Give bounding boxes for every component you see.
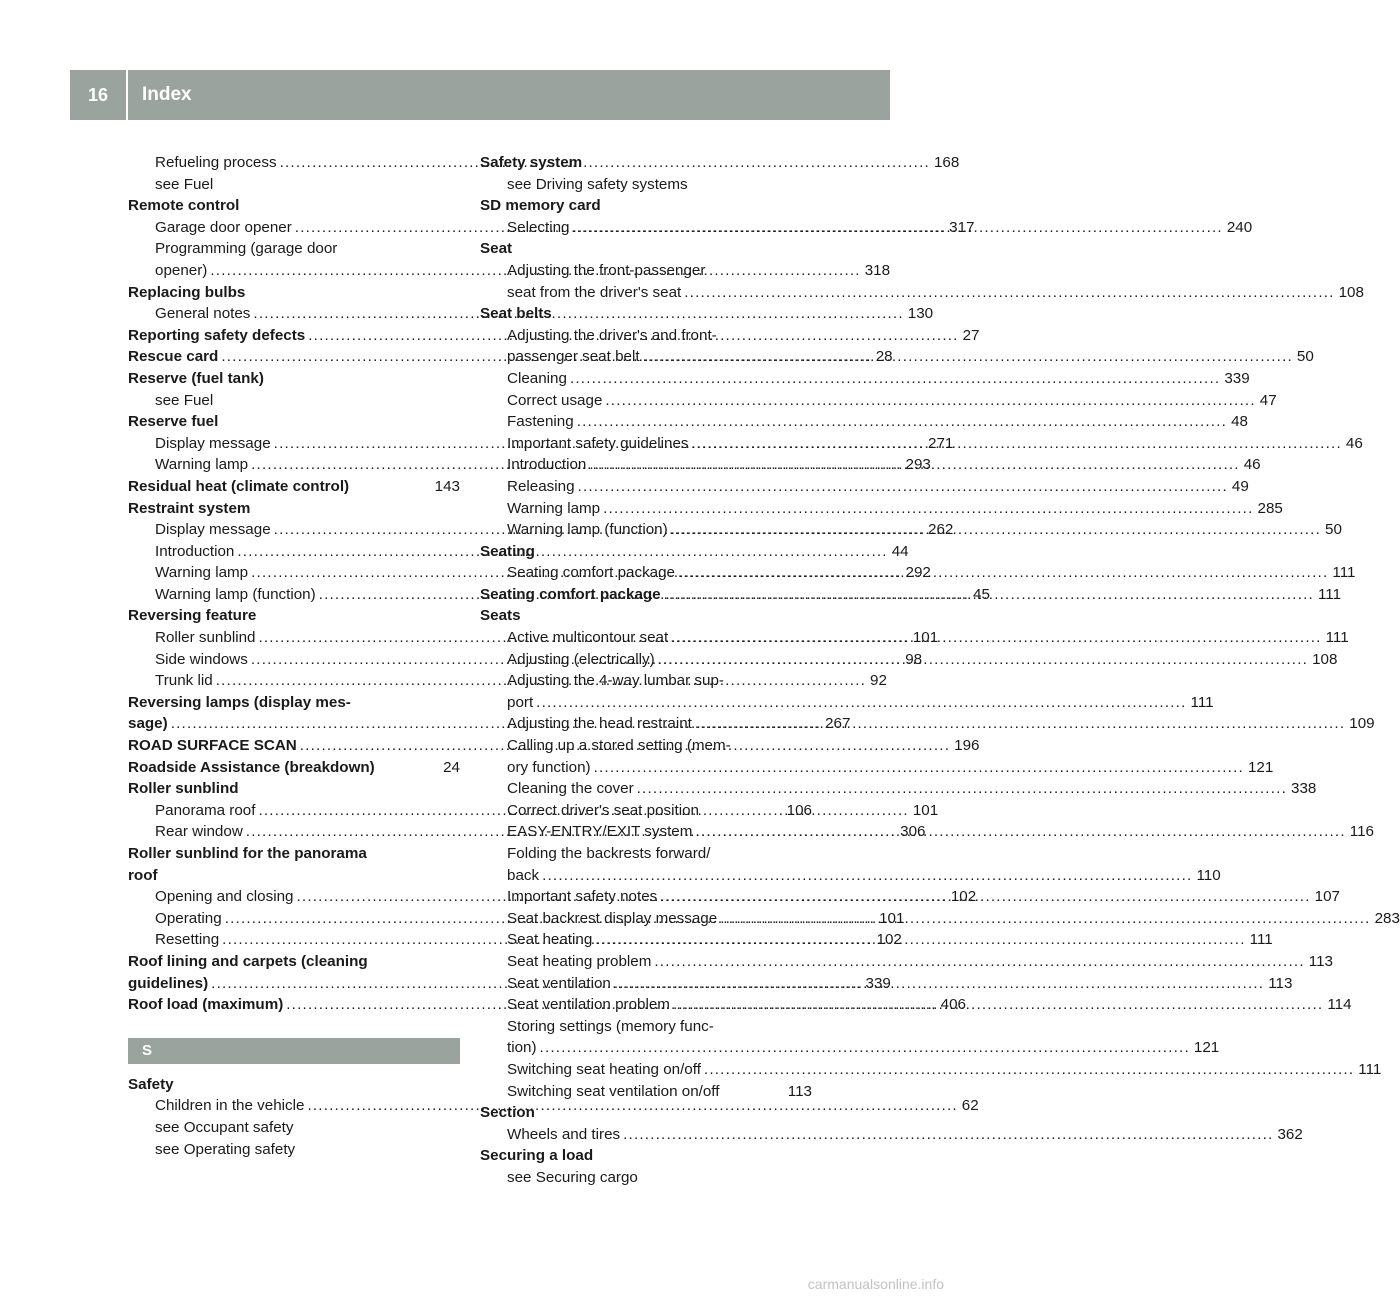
entry-text: Adjusting the driver's and front- (507, 326, 717, 344)
page-reference[interactable]: 113 (1268, 974, 1293, 992)
index-entry-heading[interactable] (128, 757, 460, 779)
entry-text: SD memory card (480, 197, 601, 215)
entry-text: Refueling process (155, 154, 277, 171)
entry-text: Reporting safety defects (128, 326, 306, 344)
entry-text: Switching seat ventilation on/off (507, 1082, 720, 1100)
leader-dots (620, 1124, 1277, 1146)
entry-text: Warning lamp (155, 456, 249, 474)
entry-text: Selecting (507, 218, 570, 236)
index-entry[interactable] (480, 368, 1250, 390)
entry-text: Seats (480, 607, 521, 625)
page-reference[interactable]: 293 (905, 456, 931, 474)
index-entry (128, 390, 460, 412)
entry-text: Residual heat (climate control) (128, 477, 350, 495)
leader-dots (574, 411, 1231, 433)
index-entry (480, 1167, 812, 1189)
entry-text: Active multicontour seat (507, 629, 669, 647)
entry-text: sage) (128, 715, 168, 733)
entry-text: Calling up a stored setting (mem- (507, 737, 731, 755)
leader-dots (701, 1059, 1358, 1081)
entry-text: Seat (480, 240, 513, 258)
leader-dots (692, 713, 1349, 735)
page-reference[interactable]: 196 (954, 737, 980, 755)
entry-text: Folding the backrests forward/ (507, 845, 711, 862)
index-entry-heading (480, 152, 812, 174)
index-entry[interactable] (480, 951, 1333, 973)
page-reference[interactable]: 106 (786, 801, 812, 819)
index-entry[interactable] (480, 411, 1248, 433)
page-reference[interactable]: 50 (1325, 521, 1342, 539)
entry-text: Seating comfort package (480, 585, 661, 603)
page-reference[interactable]: 44 (891, 542, 909, 560)
entry-text: Reversing lamps (display mes- (128, 693, 351, 711)
entry-text: Children in the vehicle (155, 1097, 305, 1115)
entry-text: Introduction (507, 456, 587, 474)
leader-dots (661, 584, 1318, 606)
leader-dots (634, 778, 1291, 800)
entry-text: passenger seat belt (507, 348, 640, 366)
entry-text: Wheels and tires (507, 1125, 621, 1143)
entry-text: Adjusting the head restraint (507, 715, 692, 733)
page-reference[interactable]: 47 (1259, 391, 1277, 409)
page-reference[interactable]: 116 (1349, 823, 1374, 841)
entry-text: Releasing (507, 477, 575, 495)
page-reference[interactable]: 98 (905, 650, 923, 668)
entry-text: see Fuel (155, 391, 214, 409)
page-reference[interactable]: 362 (1277, 1125, 1303, 1143)
entry-text: General notes (155, 305, 251, 323)
entry-text: Opening and closing (155, 888, 294, 906)
index-entry-heading (480, 605, 812, 627)
page-reference[interactable]: 143 (434, 477, 460, 495)
page-reference[interactable]: 45 (973, 585, 990, 603)
index-entry[interactable] (480, 778, 1317, 800)
entry-text: Warning lamp (function) (507, 521, 668, 539)
page-reference[interactable]: 28 (875, 348, 893, 366)
page-reference[interactable]: 110 (1196, 866, 1221, 884)
page-reference[interactable]: 109 (1349, 715, 1375, 733)
entry-text: Seating comfort package (507, 564, 676, 582)
leader-dots (655, 649, 1312, 671)
entry-text: back (507, 866, 540, 884)
page-reference[interactable]: 102 (876, 931, 902, 949)
page-reference[interactable]: 262 (928, 521, 954, 539)
entry-text: Seat backrest display message (507, 909, 718, 927)
entry-text: see Operating safety (155, 1140, 296, 1158)
page-reference[interactable]: 285 (1257, 499, 1283, 517)
entry-text: see Securing cargo (507, 1168, 638, 1186)
page-reference[interactable]: 111 (1358, 1060, 1382, 1078)
index-entry-heading (128, 692, 460, 714)
index-entry[interactable] (480, 498, 1283, 520)
entry-text: see Fuel (155, 175, 214, 193)
index-entry[interactable] (480, 476, 1249, 498)
page-reference[interactable]: 46 (1345, 434, 1363, 452)
page-reference[interactable]: 317 (949, 218, 975, 236)
leader-dots (537, 1037, 1194, 1059)
entry-text: Seat heating (507, 931, 593, 949)
page-reference[interactable]: 92 (870, 672, 887, 690)
page-reference[interactable]: 101 (912, 801, 939, 819)
index-entry[interactable] (480, 800, 812, 822)
entry-text: guidelines) (128, 974, 209, 992)
leader-dots (602, 390, 1259, 412)
page-reference[interactable]: 101 (879, 909, 905, 927)
entry-text: Reversing feature (128, 607, 257, 625)
watermark: carmanualsonline.info (807, 1276, 944, 1292)
page-reference[interactable]: 339 (865, 974, 891, 992)
page-reference[interactable]: 111 (1317, 585, 1342, 603)
index-entry (480, 174, 812, 196)
page-reference[interactable]: 27 (962, 326, 980, 344)
entry-text: Roof load (maximum) (128, 996, 284, 1014)
index-entry-heading (128, 411, 460, 433)
page-reference[interactable]: 49 (1231, 477, 1249, 495)
index-entry (480, 325, 812, 347)
page-reference[interactable]: 114 (1327, 996, 1352, 1014)
entry-text: opener) (155, 261, 208, 279)
entry-text: Adjusting (electrically) (507, 650, 655, 668)
index-entry[interactable] (480, 1124, 1303, 1146)
index-entry-heading (480, 1145, 812, 1167)
leader-dots (600, 498, 1257, 520)
page-header (70, 70, 890, 120)
entry-text: Adjusting the front-passenger (507, 261, 706, 279)
entry-text: Roadside Assistance (breakdown) (128, 758, 375, 776)
entry-text: Resetting (155, 931, 220, 949)
index-entry (480, 1016, 812, 1038)
entry-text: Replacing bulbs (128, 283, 246, 301)
entry-text: Warning lamp (507, 499, 601, 517)
leader-dots (670, 994, 1327, 1016)
page-reference[interactable]: 108 (1312, 650, 1338, 668)
page-reference[interactable]: 271 (928, 434, 954, 452)
entry-text: Correct driver's seat position (507, 801, 699, 819)
index-entry-heading (128, 843, 460, 865)
entry-text: Seat ventilation (507, 974, 611, 992)
page-reference[interactable]: 111 (1332, 564, 1356, 582)
index-entry[interactable] (480, 865, 1221, 887)
page-reference[interactable]: 62 (961, 1097, 979, 1115)
page-reference[interactable]: 406 (940, 996, 966, 1014)
entry-text: Securing a load (480, 1147, 594, 1165)
leader-dots (681, 282, 1338, 304)
entry-text: Roof lining and carpets (cleaning (128, 952, 368, 970)
entry-text: Restraint system (128, 499, 251, 517)
page-reference[interactable]: 46 (1243, 456, 1261, 474)
entry-text: Introduction (155, 542, 235, 560)
entry-text: Cleaning (507, 369, 567, 387)
page-reference[interactable]: 108 (1338, 283, 1364, 301)
entry-text: ory function) (507, 758, 591, 776)
entry-text: Trunk lid (155, 672, 213, 690)
index-entry[interactable] (480, 692, 1214, 714)
entry-text: Side windows (155, 650, 248, 668)
page-reference[interactable]: 168 (933, 154, 960, 171)
page-reference[interactable]: 113 (1308, 952, 1333, 970)
index-entry[interactable] (480, 1037, 1220, 1059)
page-reference[interactable]: 339 (1224, 369, 1250, 387)
page-reference[interactable]: 130 (907, 305, 934, 323)
entry-text: Display message (155, 521, 271, 539)
entry-text: Important safety guidelines (507, 434, 689, 452)
index-entry[interactable] (480, 282, 1364, 304)
section-letter-bar (128, 1038, 460, 1064)
page-reference[interactable]: 121 (1193, 1039, 1220, 1057)
index-entry[interactable] (480, 1059, 1382, 1081)
page-reference[interactable]: 283 (1374, 909, 1400, 927)
entry-text: Fastening (507, 413, 574, 431)
leader-dots (586, 454, 1243, 476)
index-entry (128, 1117, 460, 1139)
entry-text: Rear window (155, 823, 243, 841)
index-entry (128, 238, 460, 260)
leader-dots (591, 757, 1248, 779)
index-entry-heading (480, 303, 812, 325)
entry-text: see Occupant safety (155, 1118, 294, 1136)
entry-text: Seating (480, 542, 535, 560)
entry-text: roof (128, 866, 158, 884)
index-entry (480, 260, 812, 282)
leader-dots (692, 821, 1349, 843)
index-entry-heading (128, 605, 460, 627)
entry-text: Programming (garage door (155, 240, 338, 258)
leader-dots (675, 562, 1332, 584)
leader-dots (689, 433, 1346, 455)
leader-dots (640, 346, 1297, 368)
entry-text: Warning lamp (155, 564, 249, 582)
leader-dots (668, 627, 1325, 649)
entry-text: Storing settings (memory func- (507, 1017, 714, 1035)
index-entry[interactable] (480, 390, 1277, 412)
index-entry-heading (128, 865, 460, 887)
page-title: Index (142, 84, 192, 105)
entry-text: seat from the driver's seat (507, 283, 682, 301)
page-reference[interactable]: 50 (1296, 348, 1314, 366)
index-entry (128, 1139, 460, 1161)
entry-text: Seat ventilation problem (507, 996, 670, 1014)
entry-text: Reserve (fuel tank) (128, 369, 264, 387)
page-reference[interactable]: 292 (905, 564, 931, 582)
page-reference[interactable]: 111 (1249, 931, 1273, 949)
index-entry-heading (128, 195, 460, 217)
page-reference[interactable]: 318 (864, 261, 891, 279)
entry-text: Roller sunblind (155, 629, 256, 647)
index-entry-heading (128, 1074, 460, 1096)
page-reference[interactable]: 102 (950, 888, 977, 906)
index-entry[interactable] (480, 757, 1274, 779)
index-entry-heading (128, 368, 460, 390)
page-reference[interactable]: 113 (787, 1082, 812, 1100)
page-reference[interactable]: 267 (825, 715, 851, 733)
index-entry-heading (128, 778, 460, 800)
page-reference[interactable]: 121 (1247, 758, 1274, 776)
section-letter: S (142, 1042, 153, 1060)
entry-text: Safety system (480, 154, 583, 171)
entry-text: Seat heating problem (507, 952, 652, 970)
entry-text: port (507, 693, 534, 711)
entry-text: EASY-ENTRY/EXIT system (507, 823, 693, 841)
leader-dots (539, 865, 1196, 887)
leader-dots (657, 886, 1314, 908)
entry-text: Correct usage (507, 391, 603, 409)
entry-text: Switching seat heating on/off (507, 1060, 701, 1078)
page-number: 16 (87, 84, 109, 105)
leader-dots (717, 908, 1374, 930)
leader-dots (575, 476, 1232, 498)
page-reference[interactable]: 240 (1226, 218, 1253, 236)
index-entry-heading (480, 195, 812, 217)
entry-text: Garage door opener (155, 218, 292, 236)
page-reference[interactable]: 48 (1231, 413, 1248, 431)
entry-text: tion) (507, 1039, 537, 1057)
entry-text: Remote control (128, 197, 240, 215)
leader-dots (592, 929, 1249, 951)
entry-text: Seat belts (480, 305, 552, 323)
page-reference[interactable]: 101 (912, 629, 939, 647)
leader-dots (569, 217, 1226, 239)
page-reference[interactable]: 111 (1190, 693, 1214, 711)
leader-dots (611, 973, 1268, 995)
entry-text: Roller sunblind (128, 780, 239, 798)
entry-text: Display message (155, 434, 271, 452)
entry-text: Section (480, 1104, 535, 1122)
entry-text: Operating (155, 909, 222, 927)
index-entry-heading (128, 951, 460, 973)
index-entry-heading (480, 1102, 812, 1124)
leader-dots (651, 951, 1308, 973)
index-entry[interactable] (480, 1081, 812, 1103)
entry-text: Reserve fuel (128, 413, 219, 431)
page-reference[interactable]: 306 (900, 823, 926, 841)
entry-text: Rescue card (128, 348, 219, 366)
entry-text: Important safety notes (507, 888, 658, 906)
index-entry-heading (480, 238, 812, 260)
index-entry-heading[interactable] (128, 476, 460, 498)
leader-dots (567, 368, 1224, 390)
entry-text: ROAD SURFACE SCAN (128, 737, 297, 755)
index-entry (480, 843, 812, 865)
entry-text: Panorama roof (155, 801, 256, 819)
entry-text: Adjusting the 4-way lumbar sup- (507, 672, 724, 690)
index-entry-heading (128, 282, 460, 304)
index-entry-heading (128, 498, 460, 520)
entry-text: see Driving safety systems (507, 175, 688, 193)
leader-dots (668, 519, 1325, 541)
entry-text: Warning lamp (function) (155, 585, 316, 603)
page-reference[interactable]: 24 (443, 758, 460, 776)
header-divider (126, 70, 128, 120)
page-reference[interactable]: 338 (1291, 780, 1317, 798)
page-reference[interactable]: 107 (1314, 888, 1340, 906)
index-entry (128, 174, 460, 196)
index-entry (480, 670, 812, 692)
index-entry-heading (480, 541, 812, 563)
entry-text: Cleaning the cover (507, 780, 634, 798)
entry-text: Safety (128, 1075, 174, 1093)
index-entry (480, 735, 812, 757)
page-reference[interactable]: 111 (1325, 629, 1349, 647)
leader-dots (533, 692, 1190, 714)
entry-text: Roller sunblind for the panorama (128, 845, 367, 862)
